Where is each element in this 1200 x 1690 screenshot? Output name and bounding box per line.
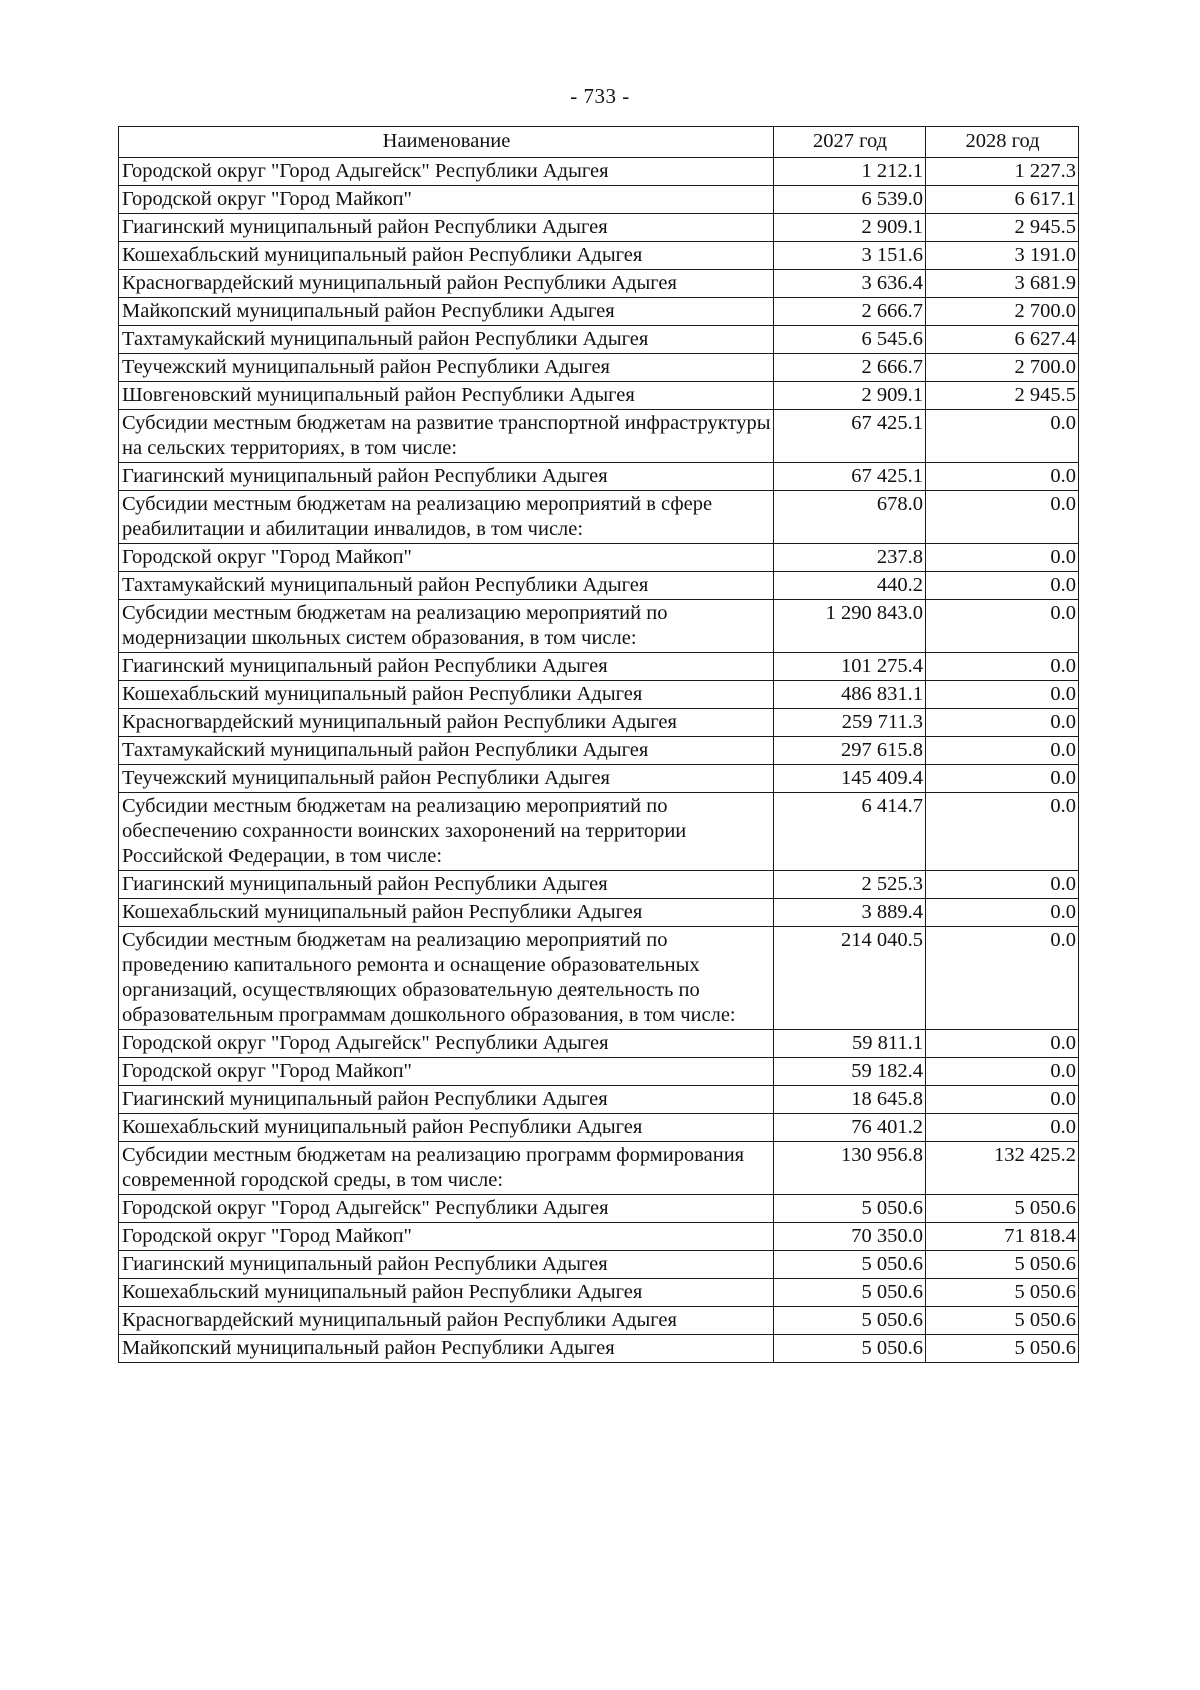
value-2028: 0.0 [926, 1030, 1079, 1058]
table-row [119, 544, 1079, 572]
value-2028: 2 700.0 [926, 298, 1079, 326]
table-row [119, 491, 1079, 544]
value-2027: 3 889.4 [774, 899, 926, 927]
value-2028: 0.0 [926, 1058, 1079, 1086]
value-2027: 2 909.1 [774, 382, 926, 410]
row-name: Городской округ "Город Адыгейск" Республики Адыгея [119, 158, 774, 186]
value-2027: 59 182.4 [774, 1058, 926, 1086]
value-2027: 259 711.3 [774, 709, 926, 737]
row-name: Городской округ "Город Адыгейск" Республики Адыгея [119, 1030, 774, 1058]
table-row [119, 1058, 1079, 1086]
row-name: Тахтамукайский муниципальный район Республики Адыгея [119, 326, 774, 354]
table-row [119, 1279, 1079, 1307]
row-name: Городской округ "Город Майкоп" [119, 1058, 774, 1086]
value-2028: 6 627.4 [926, 326, 1079, 354]
value-2028: 6 617.1 [926, 186, 1079, 214]
value-2027: 101 275.4 [774, 653, 926, 681]
table-row [119, 214, 1079, 242]
value-2028: 0.0 [926, 709, 1079, 737]
table-row [119, 899, 1079, 927]
value-2027: 70 350.0 [774, 1223, 926, 1251]
value-2028: 5 050.6 [926, 1251, 1079, 1279]
row-name: Кошехабльский муниципальный район Республики Адыгея [119, 1279, 774, 1307]
table-row [119, 1307, 1079, 1335]
table-row [119, 270, 1079, 298]
header-name: Наименование [119, 127, 774, 158]
value-2027: 1 212.1 [774, 158, 926, 186]
value-2027: 5 050.6 [774, 1195, 926, 1223]
row-name: Гиагинский муниципальный район Республики Адыгея [119, 653, 774, 681]
value-2027: 3 636.4 [774, 270, 926, 298]
table-row [119, 354, 1079, 382]
value-2028: 5 050.6 [926, 1307, 1079, 1335]
row-name: Красногвардейский муниципальный район Республики Адыгея [119, 1307, 774, 1335]
row-name: Теучежский муниципальный район Республики Адыгея [119, 765, 774, 793]
value-2027: 678.0 [774, 491, 926, 544]
value-2028: 71 818.4 [926, 1223, 1079, 1251]
table-row [119, 1030, 1079, 1058]
value-2028: 0.0 [926, 737, 1079, 765]
row-name: Шовгеновский муниципальный район Республики Адыгея [119, 382, 774, 410]
table-row [119, 158, 1079, 186]
value-2027: 145 409.4 [774, 765, 926, 793]
row-name: Гиагинский муниципальный район Республики Адыгея [119, 871, 774, 899]
row-name: Городской округ "Город Майкоп" [119, 544, 774, 572]
row-name: Гиагинский муниципальный район Республики Адыгея [119, 1086, 774, 1114]
value-2027: 5 050.6 [774, 1335, 926, 1363]
header-row [119, 127, 1079, 158]
value-2027: 297 615.8 [774, 737, 926, 765]
value-2028: 0.0 [926, 491, 1079, 544]
row-name: Кошехабльский муниципальный район Республики Адыгея [119, 242, 774, 270]
row-name: Субсидии местным бюджетам на реализацию мероприятий по проведению капитального ремонта и оснащение образовательных организаций, осуществляющих образовательную деятельность по образовательным программам дошкольного образования, в том числе: [119, 927, 774, 1030]
value-2028: 0.0 [926, 572, 1079, 600]
table-row [119, 681, 1079, 709]
value-2027: 5 050.6 [774, 1279, 926, 1307]
value-2027: 440.2 [774, 572, 926, 600]
table-row [119, 1142, 1079, 1195]
row-name: Субсидии местным бюджетам на реализацию программ формирования современной городской среды, в том числе: [119, 1142, 774, 1195]
table-row [119, 927, 1079, 1030]
row-name: Кошехабльский муниципальный район Республики Адыгея [119, 681, 774, 709]
value-2028: 0.0 [926, 1086, 1079, 1114]
row-name: Майкопский муниципальный район Республики Адыгея [119, 298, 774, 326]
value-2027: 5 050.6 [774, 1251, 926, 1279]
table-row [119, 653, 1079, 681]
value-2027: 2 666.7 [774, 354, 926, 382]
row-name: Красногвардейский муниципальный район Республики Адыгея [119, 270, 774, 298]
value-2028: 0.0 [926, 600, 1079, 653]
table-row [119, 186, 1079, 214]
table-row [119, 1335, 1079, 1363]
page-number: - 733 - [570, 84, 630, 108]
value-2027: 59 811.1 [774, 1030, 926, 1058]
table-row [119, 1251, 1079, 1279]
table-row [119, 1114, 1079, 1142]
value-2028: 2 700.0 [926, 354, 1079, 382]
row-name: Майкопский муниципальный район Республики Адыгея [119, 1335, 774, 1363]
value-2027: 486 831.1 [774, 681, 926, 709]
budget-table [118, 126, 1079, 1363]
row-name: Городской округ "Город Майкоп" [119, 1223, 774, 1251]
row-name: Гиагинский муниципальный район Республики Адыгея [119, 463, 774, 491]
value-2028: 0.0 [926, 544, 1079, 572]
table-row [119, 242, 1079, 270]
table-row [119, 463, 1079, 491]
value-2028: 5 050.6 [926, 1195, 1079, 1223]
table-row [119, 1086, 1079, 1114]
value-2027: 214 040.5 [774, 927, 926, 1030]
table-row [119, 871, 1079, 899]
table-row [119, 765, 1079, 793]
row-name: Субсидии местным бюджетам на развитие транспортной инфраструктуры на сельских территориях, в том числе: [119, 410, 774, 463]
value-2027: 6 539.0 [774, 186, 926, 214]
value-2028: 0.0 [926, 899, 1079, 927]
row-name: Красногвардейский муниципальный район Республики Адыгея [119, 709, 774, 737]
table-row [119, 1195, 1079, 1223]
table-row [119, 1223, 1079, 1251]
row-name: Гиагинский муниципальный район Республики Адыгея [119, 1251, 774, 1279]
row-name: Субсидии местным бюджетам на реализацию мероприятий в сфере реабилитации и абилитации инвалидов, в том числе: [119, 491, 774, 544]
row-name: Субсидии местным бюджетам на реализацию мероприятий по обеспечению сохранности воинских захоронений на территории Российской Федерации, в том числе: [119, 793, 774, 871]
table-row [119, 709, 1079, 737]
table-row [119, 572, 1079, 600]
value-2027: 2 909.1 [774, 214, 926, 242]
value-2027: 2 525.3 [774, 871, 926, 899]
value-2028: 0.0 [926, 681, 1079, 709]
value-2028: 3 191.0 [926, 242, 1079, 270]
header-2028: 2028 год [926, 127, 1079, 158]
table-row [119, 410, 1079, 463]
table-row [119, 298, 1079, 326]
value-2028: 0.0 [926, 927, 1079, 1030]
value-2028: 0.0 [926, 410, 1079, 463]
value-2028: 132 425.2 [926, 1142, 1079, 1195]
value-2027: 6 414.7 [774, 793, 926, 871]
value-2027: 2 666.7 [774, 298, 926, 326]
table-row [119, 793, 1079, 871]
value-2027: 3 151.6 [774, 242, 926, 270]
row-name: Гиагинский муниципальный район Республики Адыгея [119, 214, 774, 242]
table-row [119, 600, 1079, 653]
value-2027: 6 545.6 [774, 326, 926, 354]
table-row [119, 737, 1079, 765]
row-name: Тахтамукайский муниципальный район Республики Адыгея [119, 572, 774, 600]
value-2028: 0.0 [926, 653, 1079, 681]
value-2028: 2 945.5 [926, 382, 1079, 410]
row-name: Субсидии местным бюджетам на реализацию мероприятий по модернизации школьных систем образования, в том числе: [119, 600, 774, 653]
row-name: Кошехабльский муниципальный район Республики Адыгея [119, 899, 774, 927]
value-2027: 67 425.1 [774, 410, 926, 463]
value-2027: 237.8 [774, 544, 926, 572]
value-2028: 2 945.5 [926, 214, 1079, 242]
value-2028: 0.0 [926, 793, 1079, 871]
table-header [119, 127, 1079, 158]
row-name: Городской округ "Город Майкоп" [119, 186, 774, 214]
value-2028: 3 681.9 [926, 270, 1079, 298]
value-2027: 18 645.8 [774, 1086, 926, 1114]
value-2027: 5 050.6 [774, 1307, 926, 1335]
value-2028: 0.0 [926, 1114, 1079, 1142]
value-2028: 0.0 [926, 463, 1079, 491]
row-name: Тахтамукайский муниципальный район Республики Адыгея [119, 737, 774, 765]
table-row [119, 326, 1079, 354]
row-name: Теучежский муниципальный район Республики Адыгея [119, 354, 774, 382]
value-2028: 5 050.6 [926, 1335, 1079, 1363]
value-2027: 1 290 843.0 [774, 600, 926, 653]
header-2027: 2027 год [774, 127, 926, 158]
table-row [119, 382, 1079, 410]
row-name: Кошехабльский муниципальный район Республики Адыгея [119, 1114, 774, 1142]
value-2027: 67 425.1 [774, 463, 926, 491]
value-2028: 0.0 [926, 765, 1079, 793]
row-name: Городской округ "Город Адыгейск" Республики Адыгея [119, 1195, 774, 1223]
value-2028: 0.0 [926, 871, 1079, 899]
table-body [119, 158, 1079, 1363]
value-2027: 130 956.8 [774, 1142, 926, 1195]
value-2027: 76 401.2 [774, 1114, 926, 1142]
value-2028: 5 050.6 [926, 1279, 1079, 1307]
value-2028: 1 227.3 [926, 158, 1079, 186]
